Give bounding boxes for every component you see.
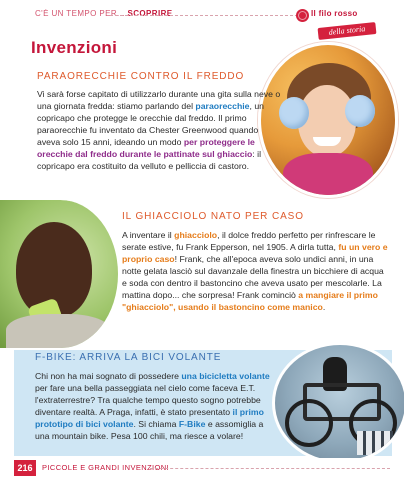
section-title-earmuffs: PARAORECCHIE CONTRO IL FREDDO [37, 71, 245, 82]
highlight-phrase: a mangiare il primo "ghiacciolo", usando il bastoncino come manico [122, 290, 378, 313]
page-title: Invenzioni [31, 38, 118, 57]
section-title-popsicle: IL GHIACCIOLO NATO PER CASO [122, 211, 304, 222]
highlight-phrase: una bicicletta volante [181, 371, 270, 381]
series-title: Il filo rosso [311, 9, 358, 18]
kicker-thin: C'È UN TEMPO PER... [35, 9, 125, 18]
yarn-ball-icon [296, 9, 309, 22]
highlight-phrase: il primo prototipo di bici volante [35, 407, 264, 430]
highlight-term: paraorecchie [195, 101, 250, 112]
highlight-phrase: per proteggere le orecchie dal freddo durante le pattinate sul ghiaccio [37, 137, 255, 160]
page-number: 216 [14, 460, 36, 476]
highlight-term: ghiacciolo [174, 230, 218, 240]
section-kicker [35, 9, 173, 18]
book-title: PICCOLE E GRANDI INVENZIONI [42, 463, 170, 472]
highlight-phrase: fu un vero e proprio caso [122, 242, 388, 265]
boy-popsicle-photo [0, 200, 121, 348]
section-body-popsicle: A inventare il ghiacciolo, il dolce freddo perfetto per rinfrescare le serate estive, fu Frank Epperson, nel 1905. A dirla tutta, fu un vero e proprio caso! Frank, che all'epoca aveva solo undici anni, in una notte gelata lasciò sul davanzale della finestra un bicchiere di acqua e soda con dentro il bastoncino che aveva usato per mescolarle. La mattina dopo... che sorpresa! Frank cominciò a mangiare il primo "ghiacciolo", usando il bastoncino come manico. [122, 230, 388, 313]
section-body-earmuffs: Vi sarà forse capitato di utilizzarlo durante una gita sulla neve o una giornata fredda: stiamo parlando del paraorecchie, un copricapo che protegge le orecchie dal freddo. Il primo paraorecchie fu inventato da Chester Greenwood quando aveva solo 15 anni, ideando un modo per proteggere le orecchie dal freddo durante le pattinate sul ghiaccio: il copricapo era costituito da velluto e pelliccia di castoro. [37, 89, 281, 172]
series-subtitle-tag: della storia [318, 22, 377, 40]
section-title-fbike: F-BIKE: ARRIVA LA BICI VOLANTE [35, 352, 222, 363]
flying-bike-photo [272, 342, 404, 464]
highlight-term: F-Bike [178, 419, 206, 430]
kicker-divider [110, 15, 298, 16]
footer-divider [150, 468, 390, 469]
kicker-bold: SCOPRIRE [127, 9, 173, 18]
section-body-fbike: Chi non ha mai sognato di possedere una bicicletta volante per fare una bella passeggiata nel cielo come faceva E.T. l'extraterrestre? Tra qualche tempo questo sogno potrebbe diventare realtà. A Praga, infatti, è stato presentato il primo prototipo di bici volante. Si chiama F-Bike e assomiglia a una mountain bike. Pesa 100 chili, ma riesce a volare! [35, 371, 270, 442]
